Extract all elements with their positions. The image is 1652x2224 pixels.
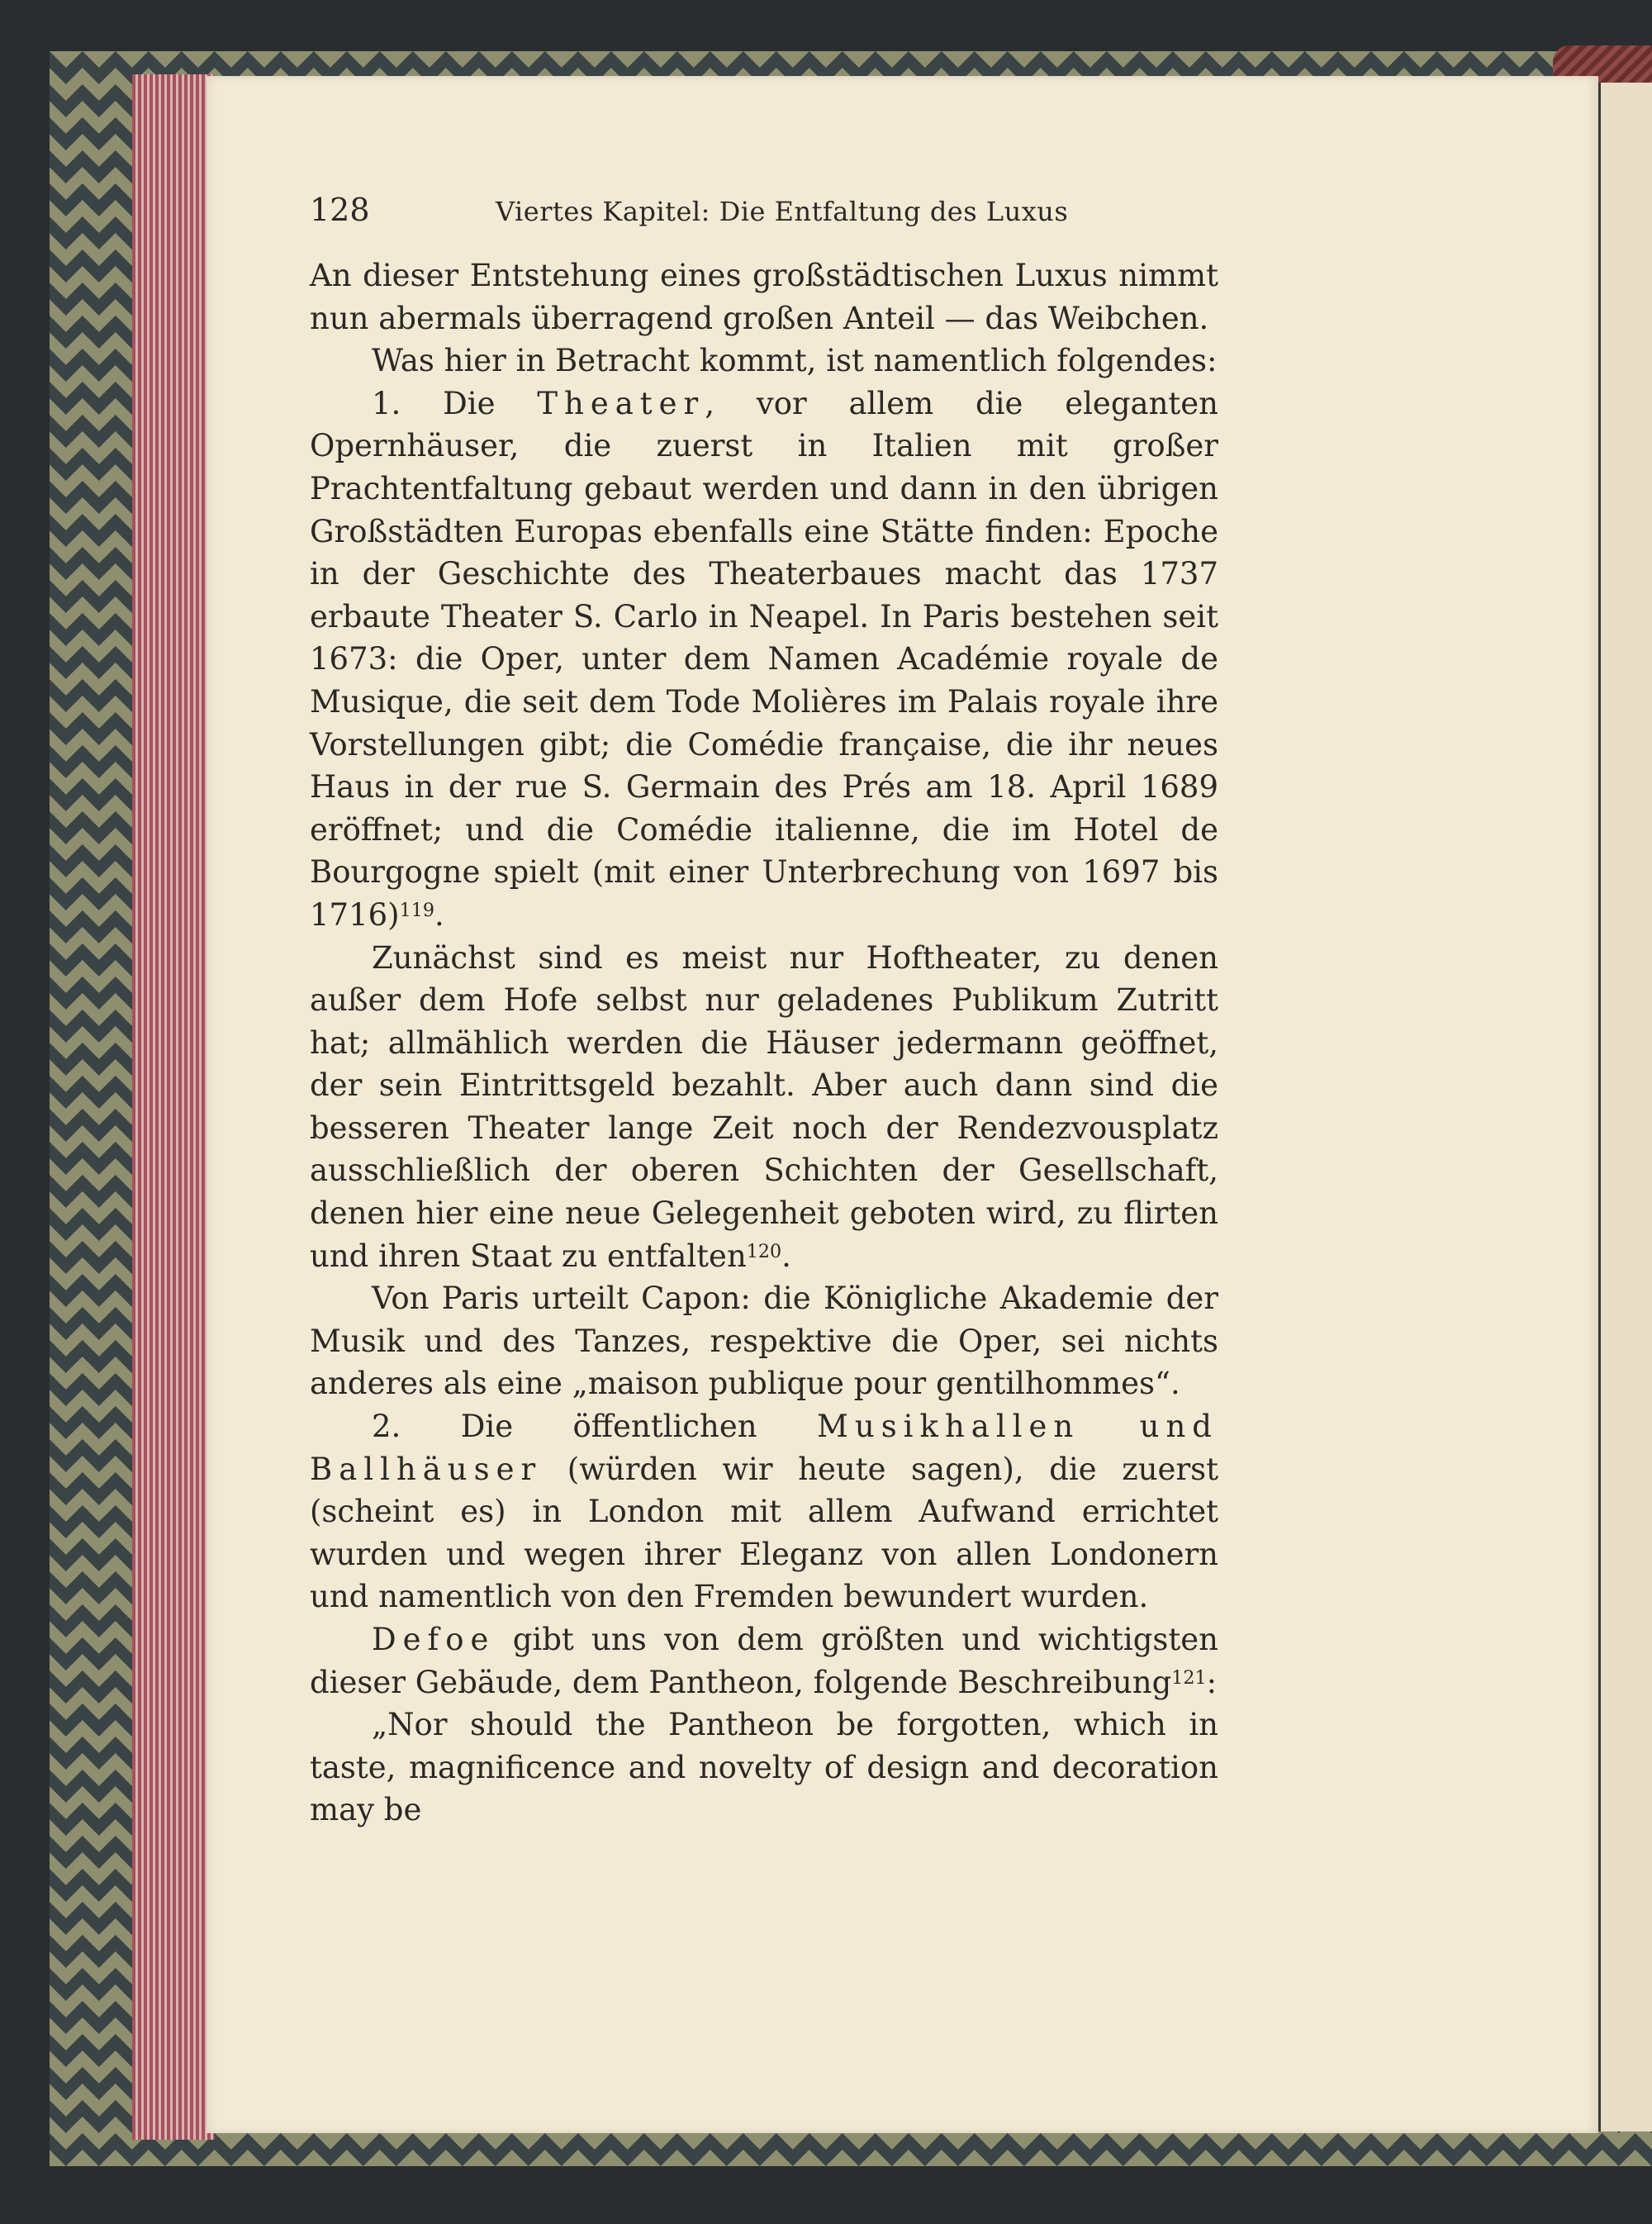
text-segment: 2. Die öffentlichen: [372, 1409, 817, 1445]
paragraph: [310, 383, 1218, 937]
paragraph: [310, 1277, 1218, 1405]
page-header: [310, 190, 1218, 240]
emphasized-term: Ballhäuser: [310, 1451, 543, 1487]
footnote-reference: 119: [399, 899, 434, 921]
emphasized-term: Theater: [537, 385, 705, 421]
text-segment: gibt uns von dem größten und wichtigsten dieser Gebäude, dem Pantheon, folgende Beschreibung: [310, 1622, 1218, 1700]
text-segment: .: [781, 1238, 791, 1274]
footnote-reference: 121: [1171, 1666, 1207, 1689]
facing-page-edge: [1598, 83, 1652, 2131]
paragraph: [310, 1405, 1218, 1618]
text-segment: :: [1206, 1664, 1218, 1700]
footnote-reference: 120: [746, 1240, 782, 1262]
paragraph: [310, 1704, 1218, 1832]
text-segment: (würden wir heute sagen), die zuerst (scheint es) in London mit allem Aufwand errichtet wurden und wegen ihrer Eleganz von allen Londonern und namentlich von den Fremden bewundert wurden.: [310, 1451, 1218, 1615]
text-segment: „Nor should the Pantheon be forgotten, which in taste, magnificence and novelty of design and decoration may be: [310, 1707, 1218, 1828]
paragraph: [310, 254, 1218, 340]
body-text: [310, 254, 1218, 1832]
emphasized-term: und: [1139, 1409, 1218, 1445]
text-segment: 1. Die: [372, 385, 538, 421]
text-segment: .: [434, 896, 444, 933]
text-segment: Von Paris urteilt Capon: die Königliche Akademie der Musik und des Tanzes, respektive die Oper, sei nichts anderes als eine „maison publique pour gentilhommes“.: [310, 1281, 1218, 1402]
text-segment: [1080, 1409, 1139, 1444]
text-segment: , vor allem die eleganten Opernhäuser, die zuerst in Italien mit großer Prachtentfaltung gebaut werden und dann in den übrigen Großstädten Europas ebenfalls eine Stätte finden: Epoche in der Geschichte des Theaterbaues macht das 1737 erbaute Theater S. Carlo in Neapel. In Paris bestehen seit 1673: die Oper, unter dem Namen Académie royale de Musique, die seit dem Tode Molières im Palais royale ihre Vorstellungen gibt; die Comédie française, die ihr neues Haus in der rue S. Germain des Prés am 18. April 1689 eröffnet; und die Comédie italienne, die im Hotel de Bourgogne spielt (mit einer Unterbrechung von 1697 bis 1716): [310, 385, 1218, 933]
paragraph: [310, 937, 1218, 1278]
running-head: Viertes Kapitel: Die Entfaltung des Luxus: [496, 196, 1069, 227]
text-segment: An dieser Entstehung eines großstädtischen Luxus nimmt nun abermals überragend großen Anteil — das Weibchen.: [310, 258, 1218, 336]
paragraph: [310, 340, 1218, 383]
emphasized-term: Defoe: [372, 1622, 496, 1657]
paragraph: [310, 1618, 1218, 1704]
page-number: 128: [310, 192, 370, 228]
page-edges: [132, 74, 215, 2140]
emphasized-term: Musikhallen: [816, 1409, 1080, 1445]
text-segment: Was hier in Betracht kommt, ist namentlich folgendes:: [372, 343, 1218, 379]
text-segment: Zunächst sind es meist nur Hoftheater, zu denen außer dem Hofe selbst nur geladenes Publikum Zutritt hat; allmählich werden die Häuser jedermann geöffnet, der sein Eintrittsgeld bezahlt. Aber auch dann sind die besseren Theater lange Zeit noch der Rendezvousplatz ausschließlich der oberen Schichten der Gesellschaft, denen hier eine neue Gelegenheit geboten wird, zu flirten und ihren Staat zu entfalten: [310, 939, 1218, 1274]
